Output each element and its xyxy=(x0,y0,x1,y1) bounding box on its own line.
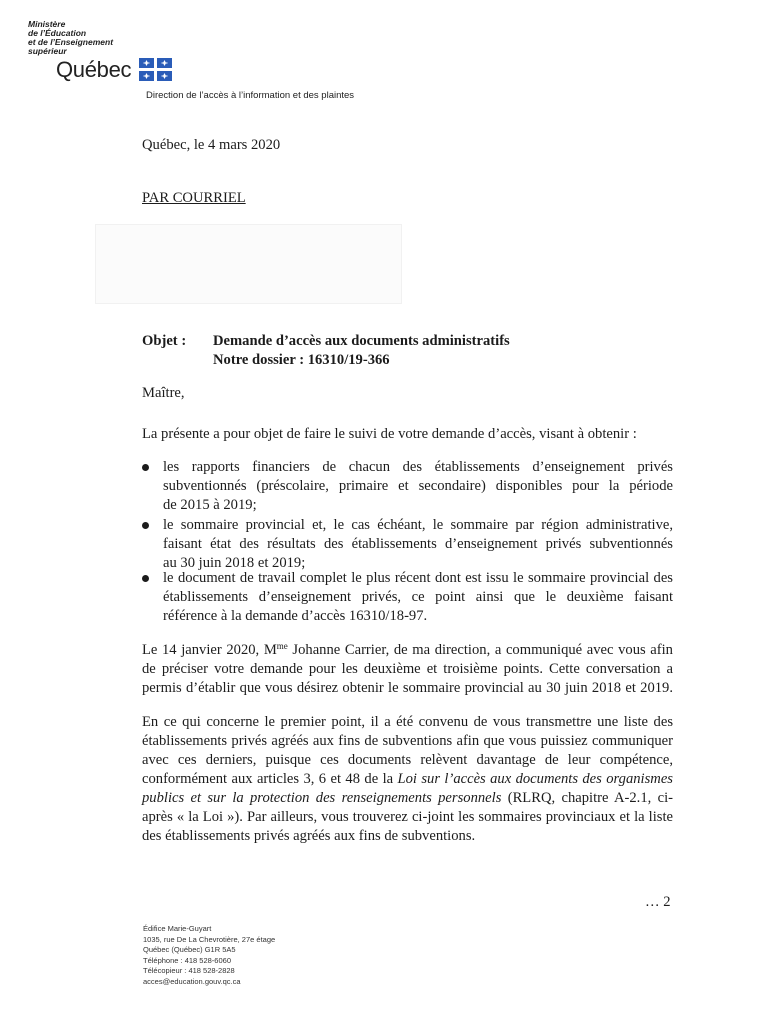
footer-address xyxy=(143,924,275,988)
bullet-item: le document de travail complet le plus récent dont est issu le sommaire provincial des établissements d’enseignement privés, ce point ainsi que le deuxième faisant référence à la demande d’accès 16310/18-97. xyxy=(163,570,673,624)
file-number: Notre dossier : 16310/19-366 xyxy=(213,352,390,368)
letter-date: Québec, le 4 mars 2020 xyxy=(142,137,281,153)
ministry-line: de l’Éducation xyxy=(28,28,87,38)
footer-line: Québec (Québec) G1R 5A5 xyxy=(143,945,236,955)
ministry-line: supérieur xyxy=(28,46,67,56)
quebec-logo-word: Québec xyxy=(56,57,132,82)
ministry-line: et de l’Enseignement xyxy=(28,37,114,47)
direction-name: Direction de l’accès à l’information et des plaintes xyxy=(146,90,355,101)
paragraph: Le 14 janvier 2020, $M^{me}$ Johanne Carrier, de ma direction, a communiqué avec vous afin de préciser votre demande pour les deuxième et troisième points. Cette conversation a permis d’établir que vous désirez obtenir le sommaire provincial au 30 juin 2018 et 2019. xyxy=(142,637,673,698)
quebec-flag-icon xyxy=(139,58,172,81)
bullet-icon xyxy=(142,575,149,582)
paragraph: En ce qui concerne le premier point, il a été convenu de vous transmettre une liste des établissements privés agréés aux fins de subventions afin que vous puissiez communiquer avec ces derniers, puisque ces documents relèvent davantage de leur compétence, conformément aux articles 3, 6 et 48 de la Loi sur l’accès aux documents des organismes publics et sur la protection des renseignements personnels (RLRQ, chapitre A-2.1, ci- après « la Loi »). Par ailleurs, vous trouverez ci-joint les sommaires provinciaux et la liste des établissements privés agréés aux fins de subventions. xyxy=(142,714,673,844)
paragraph-line: Le 14 janvier 2020, $M^{me}$ Johanne Carrier, de ma direction, a communiqué avec vous afin xyxy=(142,641,673,658)
intro-paragraph: La présente a pour objet de faire le suivi de votre demande d’accès, visant à obtenir : xyxy=(142,426,637,442)
subject-label: Objet : xyxy=(142,333,187,349)
ministry-name xyxy=(28,20,148,56)
page-continuation: … 2 xyxy=(645,894,671,910)
footer-line: 1035, rue De La Chevrotière, 27e étage xyxy=(143,934,276,944)
footer-email[interactable]: acces@education.gouv.qc.ca xyxy=(143,976,241,986)
bullet-icon xyxy=(142,464,149,471)
ministry-line: Ministère xyxy=(28,19,66,29)
footer-line: Télécopieur : 418 528-2828 xyxy=(143,966,235,976)
footer-line: Édifice Marie-Guyart xyxy=(143,924,212,933)
footer-line: Téléphone : 418 528-6060 xyxy=(143,955,231,965)
subject-line: Demande d’accès aux documents administratifs xyxy=(213,333,510,349)
salutation: Maître, xyxy=(142,385,185,401)
bullet-icon xyxy=(142,522,149,529)
paragraph-line: publics et sur la protection des renseignements personnels (RLRQ, chapitre A-2.1, ci- xyxy=(142,790,673,806)
delivery-method: PAR COURRIEL xyxy=(142,190,246,206)
paragraph-line: conformément aux articles 3, 6 et 48 de la Loi sur l’accès aux documents des organismes xyxy=(142,771,673,787)
bullet-item: le sommaire provincial et, le cas échéant, le sommaire par région administrative, faisant état des résultats des établissements d’enseignement privés subventionnés au 30 juin 2018 et 2019; xyxy=(163,517,673,571)
redacted-address-block xyxy=(95,224,402,304)
bullet-item: les rapports financiers de chacun des établissements d’enseignement privés subventionnés (préscolaire, primaire et secondaire) disponibles pour la période de 2015 à 2019; xyxy=(163,459,673,513)
